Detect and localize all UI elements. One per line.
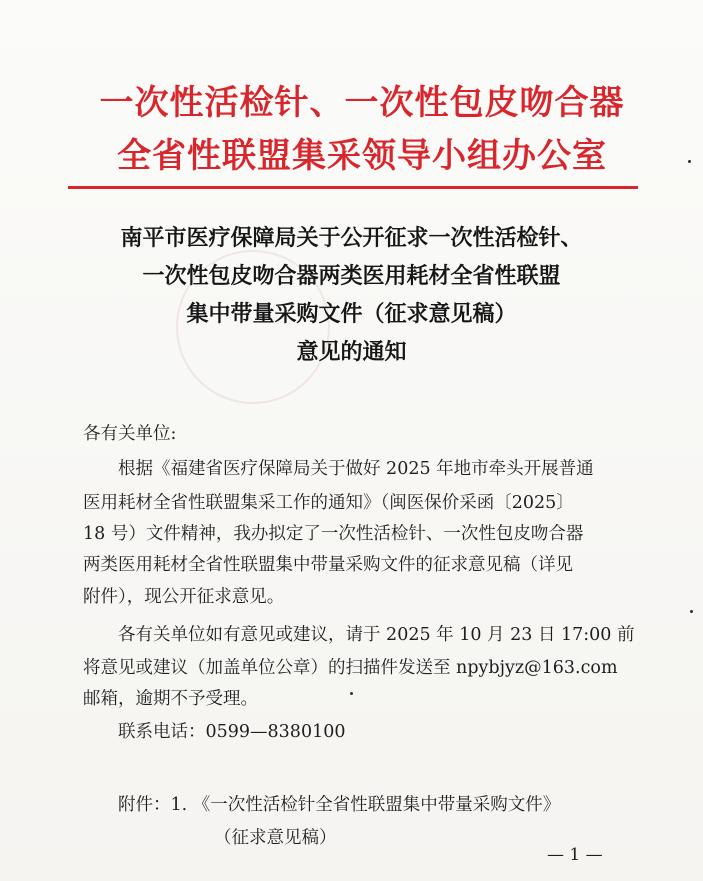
paragraph-2-line: 邮箱，逾期不予受理。 bbox=[83, 689, 258, 709]
paragraph-2-line: 将意见或建议（加盖单位公章）的扫描件发送至 npybjyz@163.com bbox=[83, 658, 618, 678]
page-number: — 1 — bbox=[547, 845, 603, 865]
scan-speck bbox=[350, 692, 353, 695]
greeting: 各有关单位: bbox=[83, 424, 177, 444]
paragraph-1-line: 18 号）文件精神，我办拟定了一次性活检针、一次性包皮吻合器 bbox=[83, 524, 584, 544]
paragraph-1-line: 附件），现公开征求意见。 bbox=[83, 587, 285, 607]
attachment-line-2: （征求意见稿） bbox=[214, 828, 337, 848]
notice-title-line-3: 集中带量采购文件（征求意见稿） bbox=[186, 301, 517, 327]
notice-title-line-1: 南平市医疗保障局关于公开征求一次性活检针、 bbox=[120, 225, 583, 251]
notice-title-line-4: 意见的通知 bbox=[296, 339, 407, 365]
notice-title-line-2: 一次性包皮吻合器两类医用耗材全省性联盟 bbox=[142, 263, 561, 289]
scan-speck bbox=[690, 610, 693, 613]
paragraph-1-line: 两类医用耗材全省性联盟集中带量采购文件的征求意见稿（详见 bbox=[83, 555, 573, 575]
attachment-line-1: 附件：1. 《一次性活检针全省性联盟集中带量采购文件》 bbox=[118, 795, 561, 815]
paragraph-2-line: 各有关单位如有意见或建议，请于 2025 年 10 月 23 日 17:00 前 bbox=[118, 625, 635, 645]
red-divider-line bbox=[68, 186, 638, 189]
paragraph-1-line: 根据《福建省医疗保障局关于做好 2025 年地市牵头开展普通 bbox=[118, 459, 594, 479]
header-title-line-2: 全省性联盟集采领导小组办公室 bbox=[117, 136, 607, 176]
contact-phone: 联系电话：0599—8380100 bbox=[118, 722, 346, 742]
header-title-line-1: 一次性活检针、一次性包皮吻合器 bbox=[99, 83, 625, 123]
scan-speck bbox=[688, 160, 691, 163]
paragraph-1-line: 医用耗材全省性联盟集采工作的通知》（闽医保价采函〔2025〕 bbox=[83, 493, 574, 513]
